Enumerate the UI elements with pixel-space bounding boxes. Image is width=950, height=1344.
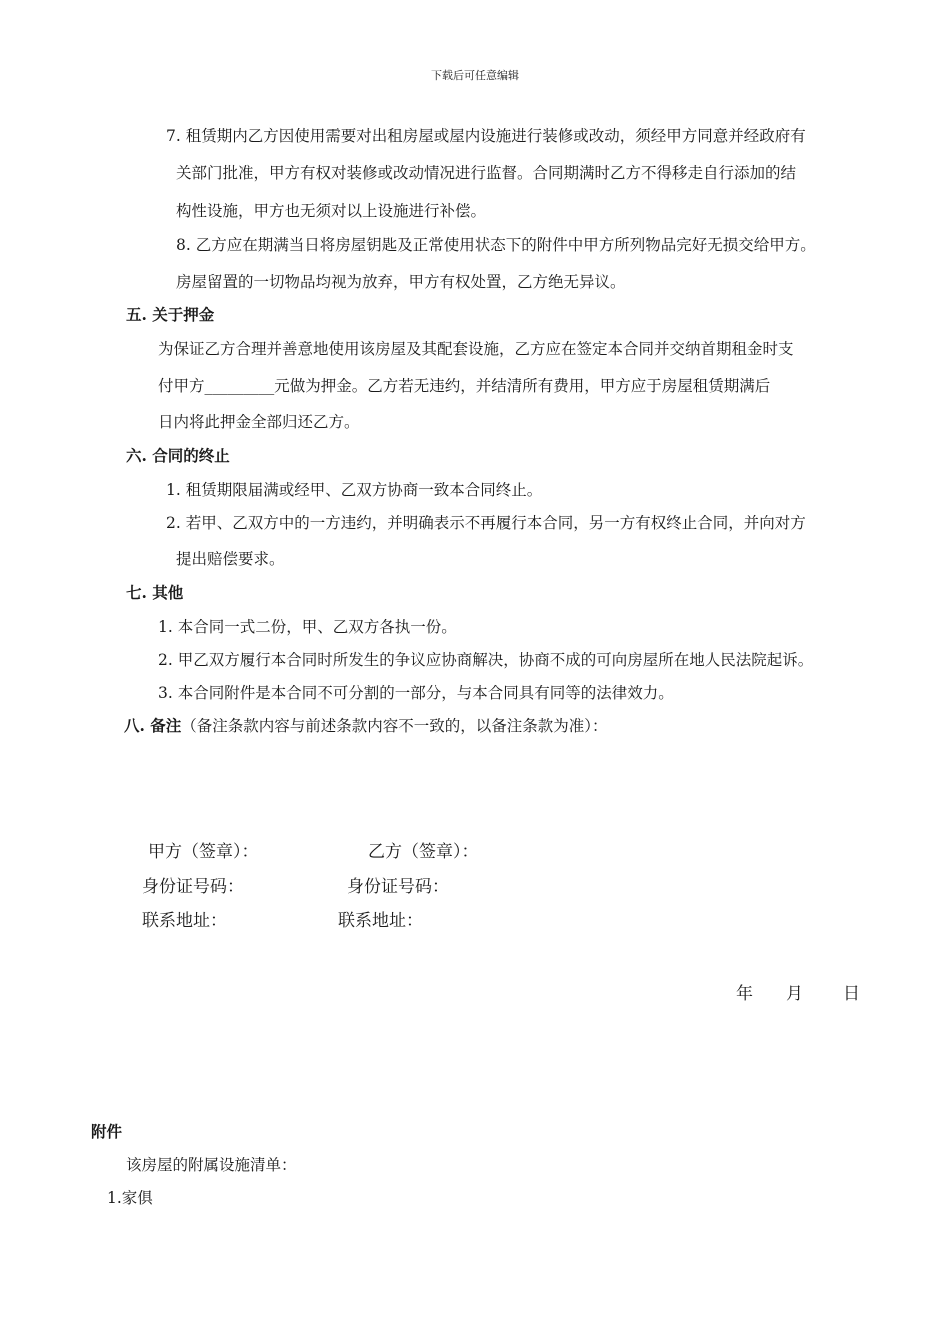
clause-7-line-1: 7. 租赁期内乙方因使用需要对出租房屋或屋内设施进行装修或改动，须经甲方同意并经政府有 xyxy=(166,127,806,145)
appendix-item-1: 1.家俱 xyxy=(107,1189,153,1207)
party-b-address-label: 联系地址： xyxy=(338,911,423,931)
date-year-label: 年 xyxy=(736,984,753,1004)
clause-8-line-1: 8. 乙方应在期满当日将房屋钥匙及正常使用状态下的附件中甲方所列物品完好无损交给甲方。 xyxy=(176,236,816,254)
clause-7-line-2: 关部门批准，甲方有权对装修或改动情况进行监督。合同期满时乙方不得移走自行添加的结 xyxy=(176,164,797,182)
section-7-heading: 七. 其他 xyxy=(126,583,184,602)
section-7-item-2: 2. 甲乙双方履行本合同时所发生的争议应协商解决，协商不成的可向房屋所在地人民法院起诉。 xyxy=(158,651,814,669)
section-6-heading: 六. 合同的终止 xyxy=(126,446,230,465)
section-7-item-3: 3. 本合同附件是本合同不可分割的一部分，与本合同具有同等的法律效力。 xyxy=(158,684,674,702)
date-day-label: 日 xyxy=(843,984,860,1004)
section-6-item-2-line-1: 2. 若甲、乙双方中的一方违约，并明确表示不再履行本合同，另一方有权终止合同，并向对方 xyxy=(166,514,806,532)
section-8-heading: 八. 备注 xyxy=(124,716,182,735)
section-5-line-2: 付甲方_________元做为押金。乙方若无违约，并结清所有费用，甲方应于房屋租赁期满后 xyxy=(158,377,771,395)
date-month-label: 月 xyxy=(786,984,803,1004)
section-5-line-3: 日内将此押金全部归还乙方。 xyxy=(158,413,360,431)
party-a-address-label: 联系地址： xyxy=(142,911,227,931)
party-a-signature-label: 甲方（签章）： xyxy=(148,842,259,862)
section-5-heading: 五. 关于押金 xyxy=(126,305,215,324)
party-b-signature-label: 乙方（签章）： xyxy=(368,842,479,862)
section-5-line-1: 为保证乙方合理并善意地使用该房屋及其配套设施，乙方应在签定本合同并交纳首期租金时支 xyxy=(158,340,794,358)
section-7-item-1: 1. 本合同一式二份，甲、乙双方各执一份。 xyxy=(158,618,457,636)
page-header-note: 下载后可任意编辑 xyxy=(431,69,519,82)
section-8 xyxy=(124,716,608,736)
appendix-heading: 附件 xyxy=(91,1122,123,1141)
clause-8-line-2: 房屋留置的一切物品均视为放弃，甲方有权处置，乙方绝无异议。 xyxy=(176,273,626,291)
party-b-id-label: 身份证号码： xyxy=(347,877,449,897)
section-6-item-2-line-2: 提出赔偿要求。 xyxy=(176,550,285,568)
section-6-item-1: 1. 租赁期限届满或经甲、乙双方协商一致本合同终止。 xyxy=(166,481,543,499)
appendix-intro: 该房屋的附属设施清单： xyxy=(126,1156,297,1174)
party-a-id-label: 身份证号码： xyxy=(142,877,244,897)
section-8-note: （备注条款内容与前述条款内容不一致的，以备注条款为准）： xyxy=(181,717,608,735)
clause-7-line-3: 构性设施，甲方也无须对以上设施进行补偿。 xyxy=(176,202,487,220)
